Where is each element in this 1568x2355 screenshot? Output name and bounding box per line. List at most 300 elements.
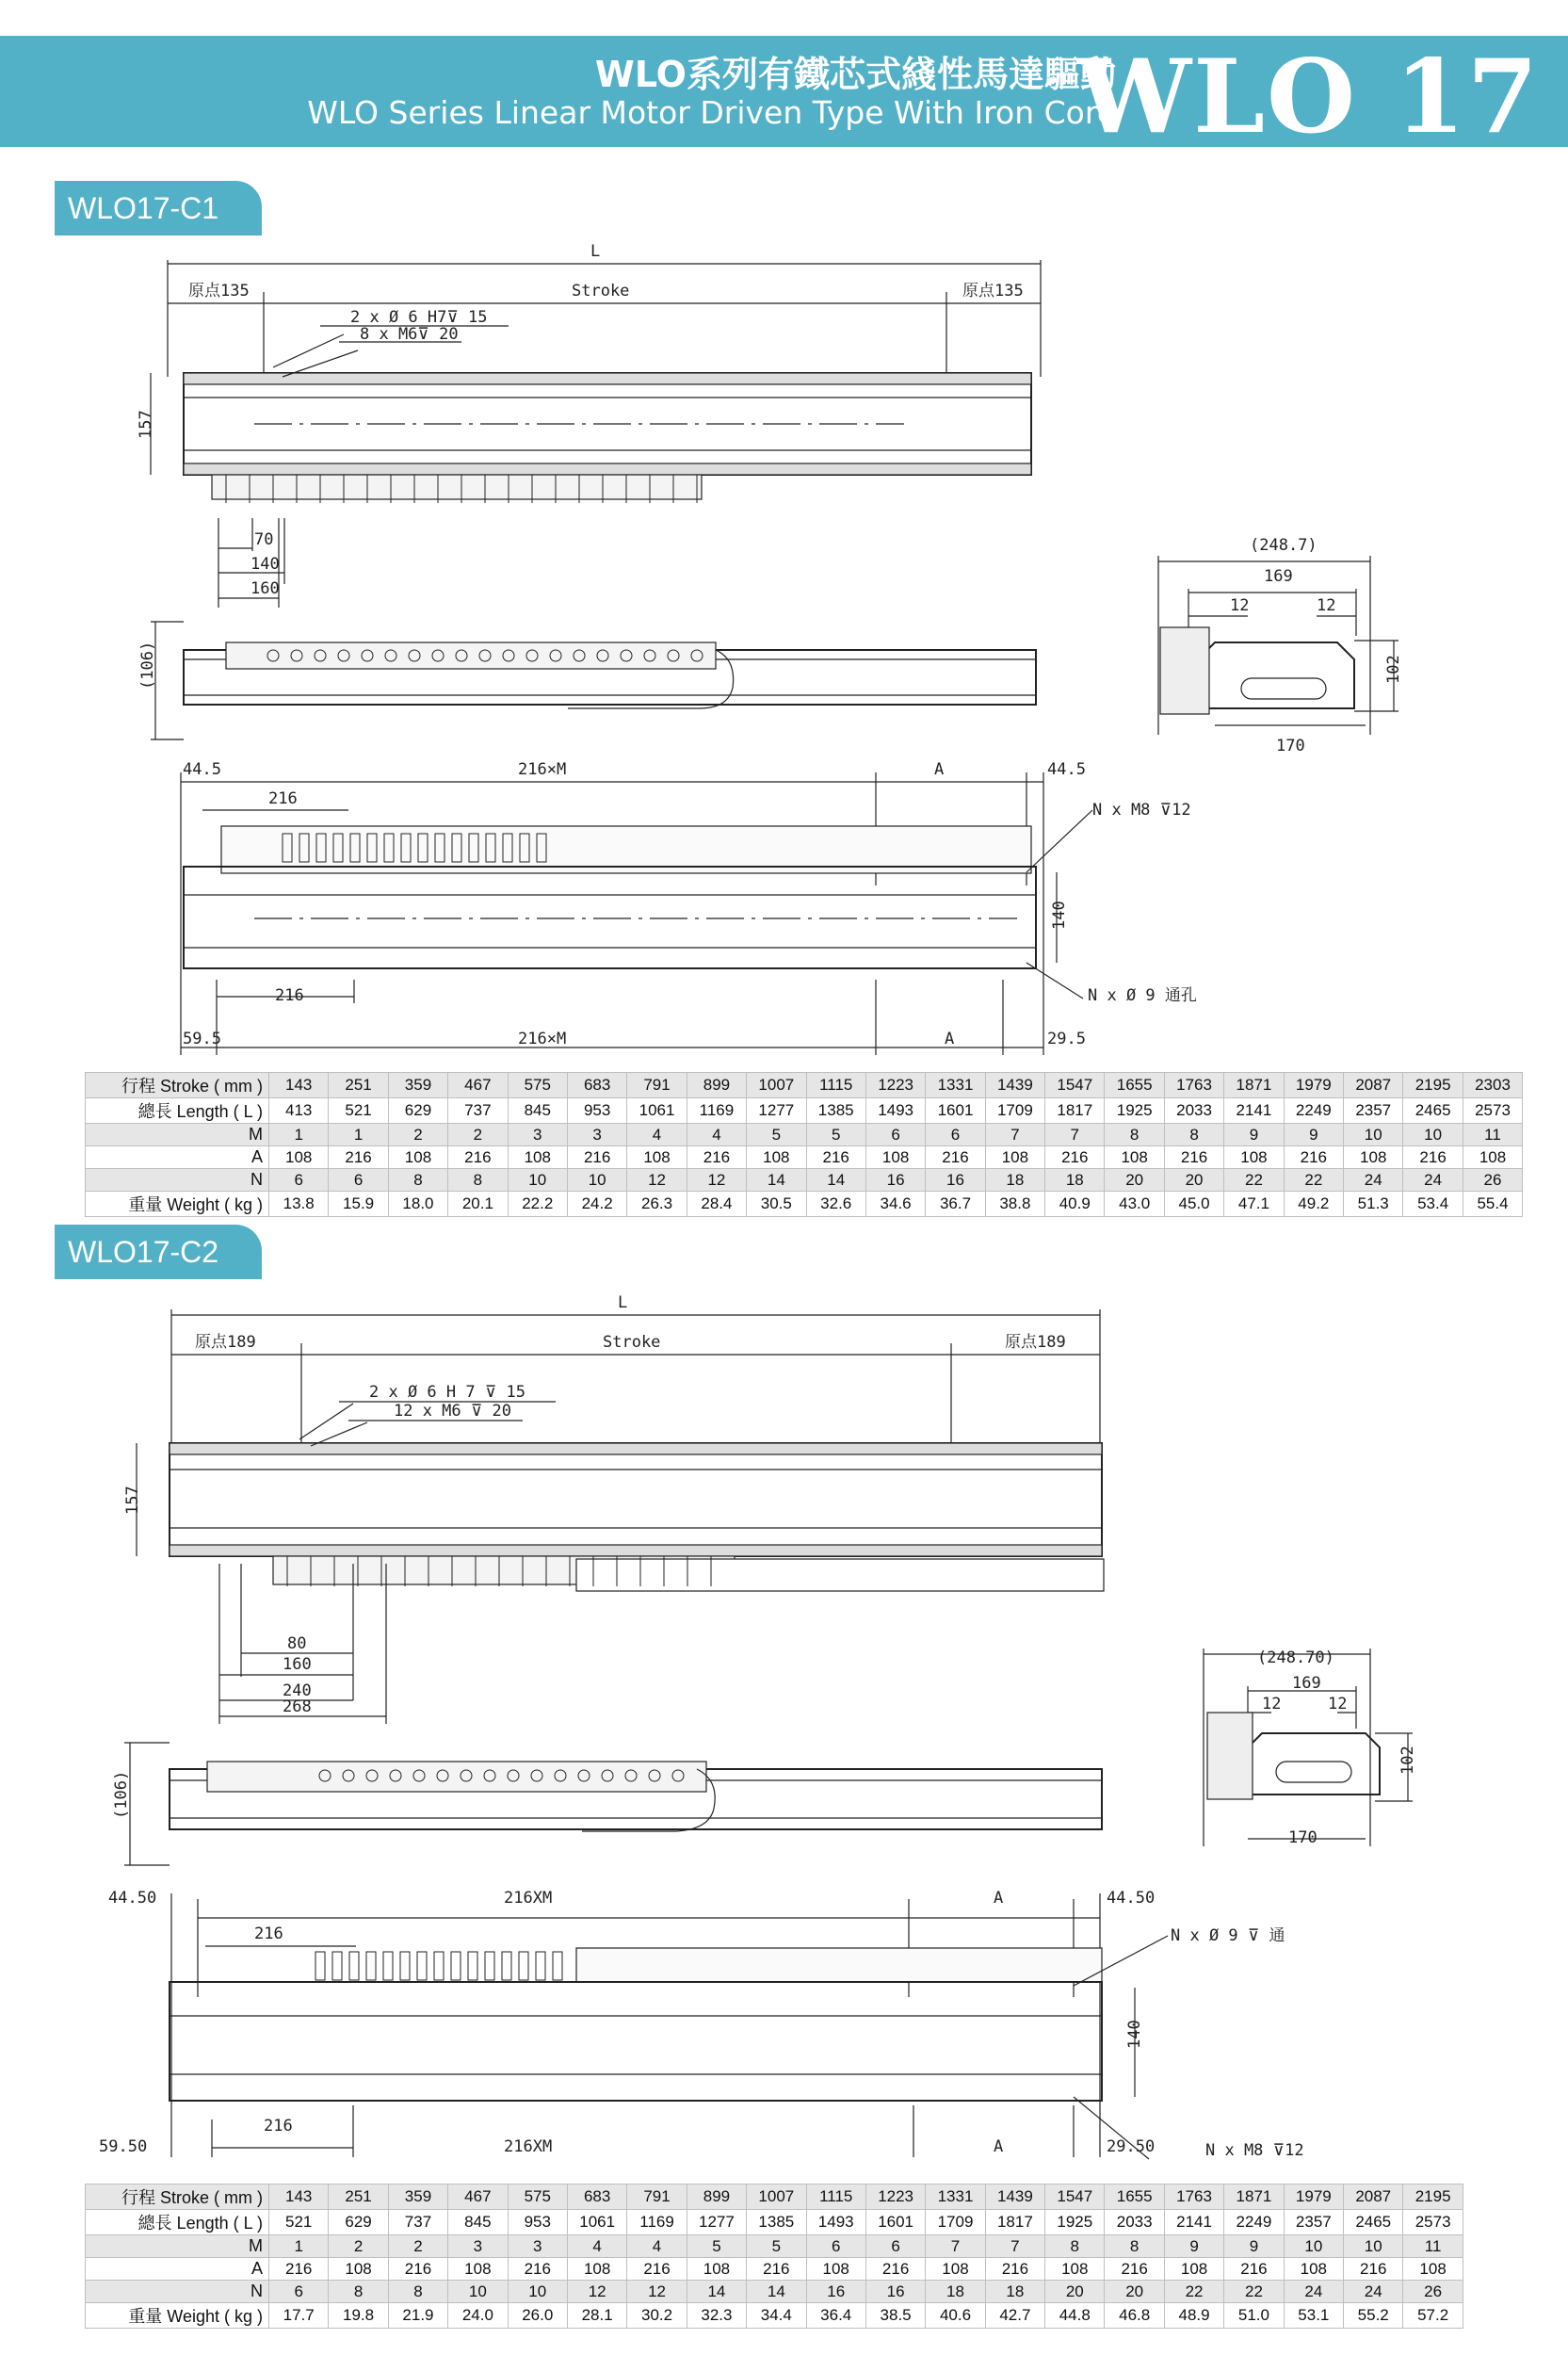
bot1-216m: 216×M bbox=[518, 760, 567, 779]
spec-cell: 216 bbox=[508, 2258, 567, 2281]
spec-cell: 6 bbox=[329, 1169, 388, 1192]
spec-cell: 1007 bbox=[747, 1073, 806, 1098]
spec-cell: 20 bbox=[1105, 1169, 1164, 1192]
spec-cell: 1979 bbox=[1284, 1073, 1343, 1098]
bot2-nx-9: N x Ø 9 ⊽ 通 bbox=[1171, 1926, 1285, 1945]
spec-cell: 8 bbox=[388, 1169, 447, 1192]
spec-cell: 14 bbox=[806, 1169, 865, 1192]
bot1-nx-m8: N x M8 ⊽12 bbox=[1092, 801, 1191, 820]
c2-end-12b: 12 bbox=[1328, 1695, 1348, 1713]
spec-cell: 1223 bbox=[865, 2184, 925, 2210]
spec-cell: 251 bbox=[329, 2184, 388, 2210]
spec-row-label: 行程 Stroke ( mm ) bbox=[86, 1073, 269, 1098]
spec-cell: 1277 bbox=[687, 2210, 746, 2235]
spec-cell: 2 bbox=[448, 1124, 508, 1146]
c2-length: L bbox=[618, 1293, 628, 1312]
spec-row-label: A bbox=[86, 2258, 269, 2281]
spec-cell: 16 bbox=[926, 1169, 985, 1192]
spec-cell: 10 bbox=[1403, 1124, 1463, 1146]
spec-cell: 20 bbox=[1105, 2281, 1164, 2303]
bot1-top-left: 44.5 bbox=[183, 760, 221, 779]
spec-cell: 18 bbox=[1045, 1169, 1105, 1192]
spec-cell: 5 bbox=[747, 2235, 806, 2258]
spec-cell: 14 bbox=[747, 2281, 806, 2303]
spec-cell: 21.9 bbox=[388, 2303, 447, 2329]
spec-cell: 216 bbox=[1284, 1146, 1343, 1169]
spec-cell: 18 bbox=[985, 2281, 1044, 2303]
spec-cell: 2087 bbox=[1344, 2184, 1403, 2210]
spec-cell: 6 bbox=[269, 1169, 329, 1192]
spec-cell: 108 bbox=[1045, 2258, 1105, 2281]
spec-cell: 18.0 bbox=[388, 1192, 447, 1217]
bot1-top-right: 44.5 bbox=[1047, 760, 1086, 779]
spec-row-label: 行程 Stroke ( mm ) bbox=[86, 2184, 269, 2210]
spec-cell: 38.5 bbox=[865, 2303, 925, 2329]
spec-cell: 845 bbox=[448, 2210, 508, 2235]
spec-cell: 57.2 bbox=[1403, 2303, 1463, 2329]
spec-cell: 1655 bbox=[1105, 2184, 1164, 2210]
spec-cell: 20 bbox=[1164, 1169, 1223, 1192]
bot2-bot-A: A bbox=[994, 2137, 1004, 2156]
spec-cell: 1223 bbox=[865, 1073, 925, 1098]
spec-cell: 2249 bbox=[1224, 2210, 1284, 2235]
spec-cell: 48.9 bbox=[1164, 2303, 1223, 2329]
spec-cell: 24.0 bbox=[448, 2303, 508, 2329]
spec-cell: 359 bbox=[388, 1073, 447, 1098]
spec-cell: 1763 bbox=[1164, 2184, 1223, 2210]
spec-cell: 216 bbox=[329, 1146, 388, 1169]
spec-row-label: M bbox=[86, 1124, 269, 1146]
spec-cell: 1817 bbox=[1045, 1098, 1105, 1124]
section-tab-c1: WLO17-C1 bbox=[55, 181, 262, 236]
end-102: 102 bbox=[1384, 655, 1403, 684]
spec-cell: 43.0 bbox=[1105, 1192, 1164, 1217]
spec-cell: 2033 bbox=[1105, 2210, 1164, 2235]
spec-cell: 6 bbox=[865, 2235, 925, 2258]
spec-cell: 216 bbox=[627, 2258, 687, 2281]
spec-cell: 55.4 bbox=[1463, 1192, 1522, 1217]
spec-cell: 2087 bbox=[1344, 1073, 1403, 1098]
spec-cell: 22 bbox=[1224, 1169, 1284, 1192]
spec-cell: 108 bbox=[567, 2258, 626, 2281]
bot1-nx-9: N x Ø 9 通孔 bbox=[1088, 986, 1197, 1005]
spec-cell: 108 bbox=[388, 1146, 447, 1169]
end-12a: 12 bbox=[1230, 596, 1250, 615]
spec-cell: 10 bbox=[1344, 1124, 1403, 1146]
spec-cell: 2141 bbox=[1164, 2210, 1223, 2235]
spec-cell: 2249 bbox=[1284, 1098, 1343, 1124]
end-169: 169 bbox=[1264, 567, 1293, 586]
spec-cell: 467 bbox=[448, 2184, 508, 2210]
c2-end-170: 170 bbox=[1288, 1828, 1317, 1847]
spec-cell: 16 bbox=[806, 2281, 865, 2303]
spec-cell: 5 bbox=[806, 1124, 865, 1146]
spec-cell: 9 bbox=[1224, 2235, 1284, 2258]
spec-cell: 216 bbox=[926, 1146, 985, 1169]
spec-table-c2 bbox=[85, 2184, 1463, 2329]
bot2-140: 140 bbox=[1125, 2020, 1144, 2049]
bot2-nx-m8: N x M8 ⊽12 bbox=[1205, 2141, 1304, 2160]
spec-cell: 18 bbox=[985, 1169, 1044, 1192]
spec-cell: 34.4 bbox=[747, 2303, 806, 2329]
spec-cell: 2033 bbox=[1164, 1098, 1223, 1124]
spec-cell: 30.5 bbox=[747, 1192, 806, 1217]
spec-cell: 24 bbox=[1344, 1169, 1403, 1192]
spec-cell: 11 bbox=[1403, 2235, 1463, 2258]
drawing-c1 bbox=[0, 236, 1568, 1064]
spec-cell: 10 bbox=[508, 2281, 567, 2303]
spec-cell: 24 bbox=[1403, 1169, 1463, 1192]
spec-cell: 26 bbox=[1463, 1169, 1522, 1192]
spec-cell: 108 bbox=[269, 1146, 329, 1169]
spec-cell: 1169 bbox=[687, 1098, 746, 1124]
spec-cell: 2465 bbox=[1403, 1098, 1463, 1124]
spec-cell: 108 bbox=[627, 1146, 687, 1169]
spec-cell: 2303 bbox=[1463, 1073, 1522, 1098]
dim-160: 160 bbox=[251, 579, 280, 598]
spec-cell: 683 bbox=[567, 1073, 626, 1098]
spec-cell: 6 bbox=[926, 1124, 985, 1146]
spec-cell: 26.3 bbox=[627, 1192, 687, 1217]
spec-cell: 216 bbox=[687, 1146, 746, 1169]
spec-cell: 20.1 bbox=[448, 1192, 508, 1217]
c2-origin-right: 原点189 bbox=[1005, 1333, 1066, 1352]
spec-cell: 1385 bbox=[747, 2210, 806, 2235]
spec-cell: 40.6 bbox=[926, 2303, 985, 2329]
spec-row bbox=[86, 1124, 1523, 1146]
spec-cell: 1871 bbox=[1224, 1073, 1284, 1098]
spec-cell: 1439 bbox=[985, 1073, 1044, 1098]
spec-cell: 108 bbox=[806, 2258, 865, 2281]
spec-cell: 216 bbox=[1045, 1146, 1105, 1169]
spec-table-c1 bbox=[85, 1072, 1523, 1217]
spec-cell: 143 bbox=[269, 2184, 329, 2210]
bot2-top-right: 44.50 bbox=[1107, 1889, 1156, 1908]
spec-cell: 49.2 bbox=[1284, 1192, 1343, 1217]
spec-cell: 53.1 bbox=[1284, 2303, 1343, 2329]
spec-cell: 108 bbox=[1224, 1146, 1284, 1169]
spec-cell: 5 bbox=[747, 1124, 806, 1146]
spec-cell: 108 bbox=[985, 1146, 1044, 1169]
spec-cell: 216 bbox=[269, 2258, 329, 2281]
spec-cell: 1979 bbox=[1284, 2184, 1343, 2210]
spec-cell: 108 bbox=[508, 1146, 567, 1169]
spec-cell: 51.0 bbox=[1224, 2303, 1284, 2329]
spec-cell: 10 bbox=[1344, 2235, 1403, 2258]
spec-row bbox=[86, 1169, 1523, 1192]
spec-cell: 108 bbox=[448, 2258, 508, 2281]
spec-cell: 108 bbox=[1344, 1146, 1403, 1169]
spec-cell: 3 bbox=[508, 2235, 567, 2258]
bot1-140: 140 bbox=[1050, 901, 1069, 930]
spec-cell: 1817 bbox=[985, 2210, 1044, 2235]
spec-cell: 1709 bbox=[985, 1098, 1044, 1124]
spec-row-label: A bbox=[86, 1146, 269, 1169]
spec-cell: 1709 bbox=[926, 2210, 985, 2235]
spec-cell: 47.1 bbox=[1224, 1192, 1284, 1217]
dim-70: 70 bbox=[254, 530, 274, 549]
spec-cell: 11 bbox=[1463, 1124, 1522, 1146]
spec-cell: 1331 bbox=[926, 1073, 985, 1098]
spec-cell: 10 bbox=[567, 1169, 626, 1192]
spec-cell: 575 bbox=[508, 1073, 567, 1098]
spec-cell: 10 bbox=[448, 2281, 508, 2303]
spec-row bbox=[86, 1146, 1523, 1169]
c2-callout-tap: 12 x M6 ⊽ 20 bbox=[394, 1402, 512, 1421]
c2-origin-left: 原点189 bbox=[195, 1333, 256, 1352]
spec-cell: 216 bbox=[1344, 2258, 1403, 2281]
spec-cell: 521 bbox=[269, 2210, 329, 2235]
spec-cell: 2141 bbox=[1224, 1098, 1284, 1124]
spec-cell: 1439 bbox=[985, 2184, 1044, 2210]
spec-cell: 216 bbox=[865, 2258, 925, 2281]
spec-cell: 32.6 bbox=[806, 1192, 865, 1217]
spec-cell: 17.7 bbox=[269, 2303, 329, 2329]
end-170: 170 bbox=[1276, 737, 1305, 755]
spec-cell: 40.9 bbox=[1045, 1192, 1105, 1217]
spec-cell: 1 bbox=[269, 1124, 329, 1146]
spec-cell: 2195 bbox=[1403, 2184, 1463, 2210]
header-banner bbox=[0, 36, 1568, 156]
spec-row-label: 總長 Length ( L ) bbox=[86, 1098, 269, 1124]
spec-cell: 737 bbox=[448, 1098, 508, 1124]
spec-cell: 2357 bbox=[1284, 2210, 1343, 2235]
spec-cell: 4 bbox=[627, 1124, 687, 1146]
spec-cell: 14 bbox=[747, 1169, 806, 1192]
spec-cell: 1601 bbox=[926, 1098, 985, 1124]
spec-cell: 413 bbox=[269, 1098, 329, 1124]
spec-cell: 3 bbox=[567, 1124, 626, 1146]
spec-cell: 1277 bbox=[747, 1098, 806, 1124]
spec-cell: 7 bbox=[985, 1124, 1044, 1146]
spec-cell: 8 bbox=[1105, 1124, 1164, 1146]
c2-80: 80 bbox=[287, 1634, 307, 1653]
spec-cell: 143 bbox=[269, 1073, 329, 1098]
spec-cell: 899 bbox=[687, 1073, 746, 1098]
end-width: (248.7) bbox=[1250, 536, 1317, 555]
spec-cell: 216 bbox=[806, 1146, 865, 1169]
spec-cell: 14 bbox=[687, 2281, 746, 2303]
dim-origin-left: 原点135 bbox=[188, 282, 250, 300]
spec-cell: 521 bbox=[329, 1098, 388, 1124]
dim-140: 140 bbox=[251, 555, 280, 574]
spec-cell: 1385 bbox=[806, 1098, 865, 1124]
spec-cell: 216 bbox=[1224, 2258, 1284, 2281]
spec-cell: 216 bbox=[448, 1146, 508, 1169]
spec-cell: 24.2 bbox=[567, 1192, 626, 1217]
spec-cell: 108 bbox=[1463, 1146, 1522, 1169]
spec-cell: 16 bbox=[865, 2281, 925, 2303]
spec-cell: 108 bbox=[329, 2258, 388, 2281]
dim-side-height: (106) bbox=[138, 641, 157, 690]
spec-cell: 26 bbox=[1403, 2281, 1463, 2303]
spec-cell: 683 bbox=[567, 2184, 626, 2210]
spec-cell: 1 bbox=[329, 1124, 388, 1146]
spec-cell: 8 bbox=[1164, 1124, 1223, 1146]
spec-cell: 30.2 bbox=[627, 2303, 687, 2329]
c2-stroke: Stroke bbox=[603, 1333, 661, 1352]
spec-cell: 8 bbox=[329, 2281, 388, 2303]
bot1-216b: 216 bbox=[275, 986, 304, 1005]
spec-cell: 42.7 bbox=[985, 2303, 1044, 2329]
section-tab-c2: WLO17-C2 bbox=[55, 1225, 262, 1279]
c2-240: 240 bbox=[283, 1681, 312, 1700]
spec-cell: 108 bbox=[1164, 2258, 1223, 2281]
spec-cell: 36.7 bbox=[926, 1192, 985, 1217]
spec-cell: 36.4 bbox=[806, 2303, 865, 2329]
dim-length: L bbox=[590, 242, 601, 261]
spec-cell: 22 bbox=[1164, 2281, 1223, 2303]
spec-cell: 216 bbox=[388, 2258, 447, 2281]
spec-cell: 9 bbox=[1164, 2235, 1223, 2258]
spec-cell: 737 bbox=[388, 2210, 447, 2235]
bot1-bot-left: 59.5 bbox=[183, 1030, 221, 1048]
spec-cell: 108 bbox=[747, 1146, 806, 1169]
spec-cell: 18 bbox=[926, 2281, 985, 2303]
end-12b: 12 bbox=[1317, 596, 1336, 615]
spec-cell: 7 bbox=[1045, 1124, 1105, 1146]
spec-cell: 629 bbox=[329, 2210, 388, 2235]
spec-row bbox=[86, 2235, 1463, 2258]
spec-cell: 22 bbox=[1224, 2281, 1284, 2303]
spec-row-label: N bbox=[86, 2281, 269, 2303]
spec-cell: 359 bbox=[388, 2184, 447, 2210]
spec-row-label: N bbox=[86, 1169, 269, 1192]
spec-cell: 1061 bbox=[627, 1098, 687, 1124]
spec-cell: 953 bbox=[508, 2210, 567, 2235]
spec-cell: 1169 bbox=[627, 2210, 687, 2235]
spec-cell: 13.8 bbox=[269, 1192, 329, 1217]
spec-row bbox=[86, 2184, 1463, 2210]
spec-cell: 108 bbox=[926, 2258, 985, 2281]
spec-cell: 8 bbox=[1045, 2235, 1105, 2258]
spec-cell: 108 bbox=[687, 2258, 746, 2281]
spec-cell: 1871 bbox=[1224, 2184, 1284, 2210]
spec-cell: 1655 bbox=[1105, 1073, 1164, 1098]
spec-cell: 20 bbox=[1045, 2281, 1105, 2303]
spec-cell: 953 bbox=[567, 1098, 626, 1124]
spec-cell: 1493 bbox=[806, 2210, 865, 2235]
spec-cell: 1115 bbox=[806, 2184, 865, 2210]
spec-cell: 9 bbox=[1284, 1124, 1343, 1146]
spec-cell: 216 bbox=[985, 2258, 1044, 2281]
spec-cell: 34.6 bbox=[865, 1192, 925, 1217]
spec-cell: 251 bbox=[329, 1073, 388, 1098]
spec-cell: 8 bbox=[448, 1169, 508, 1192]
spec-cell: 22.2 bbox=[508, 1192, 567, 1217]
spec-cell: 2195 bbox=[1403, 1073, 1463, 1098]
spec-cell: 1763 bbox=[1164, 1073, 1223, 1098]
spec-cell: 2 bbox=[388, 2235, 447, 2258]
spec-cell: 1331 bbox=[926, 2184, 985, 2210]
spec-cell: 575 bbox=[508, 2184, 567, 2210]
spec-cell: 12 bbox=[627, 1169, 687, 1192]
spec-cell: 8 bbox=[388, 2281, 447, 2303]
spec-cell: 467 bbox=[448, 1073, 508, 1098]
bot1-bot-A: A bbox=[945, 1030, 955, 1048]
spec-cell: 1601 bbox=[865, 2210, 925, 2235]
spec-cell: 2357 bbox=[1344, 1098, 1403, 1124]
spec-cell: 108 bbox=[1105, 1146, 1164, 1169]
spec-cell: 2573 bbox=[1403, 2210, 1463, 2235]
bot2-A: A bbox=[994, 1889, 1004, 1908]
spec-cell: 12 bbox=[567, 2281, 626, 2303]
bot1-bot-216m: 216×M bbox=[518, 1030, 567, 1048]
spec-cell: 6 bbox=[269, 2281, 329, 2303]
spec-cell: 55.2 bbox=[1344, 2303, 1403, 2329]
spec-cell: 108 bbox=[1403, 2258, 1463, 2281]
spec-cell: 3 bbox=[508, 1124, 567, 1146]
spec-cell: 19.8 bbox=[329, 2303, 388, 2329]
spec-cell: 216 bbox=[747, 2258, 806, 2281]
spec-row bbox=[86, 2281, 1463, 2303]
spec-cell: 1925 bbox=[1045, 2210, 1105, 2235]
c2-end-102: 102 bbox=[1398, 1746, 1417, 1775]
title-english: WLO Series Linear Motor Driven Type With Iron Core bbox=[307, 94, 1116, 131]
spec-row bbox=[86, 1192, 1523, 1217]
spec-cell: 2573 bbox=[1463, 1098, 1522, 1124]
spec-cell: 26.0 bbox=[508, 2303, 567, 2329]
dim-height: 157 bbox=[137, 410, 155, 439]
spec-cell: 51.3 bbox=[1344, 1192, 1403, 1217]
bot2-bot-216m: 216XM bbox=[504, 2137, 553, 2156]
callout-tap: 8 x M6⊽ 20 bbox=[360, 325, 459, 344]
spec-row-label: 總長 Length ( L ) bbox=[86, 2210, 269, 2235]
spec-row bbox=[86, 2258, 1463, 2281]
spec-cell: 1493 bbox=[865, 1098, 925, 1124]
c2-end-width: (248.70) bbox=[1257, 1648, 1334, 1667]
spec-cell: 24 bbox=[1284, 2281, 1343, 2303]
bot2-216m: 216XM bbox=[504, 1889, 553, 1908]
c2-end-169: 169 bbox=[1292, 1674, 1321, 1693]
spec-cell: 45.0 bbox=[1164, 1192, 1223, 1217]
dim-stroke: Stroke bbox=[572, 282, 630, 300]
spec-cell: 28.4 bbox=[687, 1192, 746, 1217]
spec-cell: 216 bbox=[1403, 1146, 1463, 1169]
spec-cell: 2465 bbox=[1344, 2210, 1403, 2235]
spec-cell: 28.1 bbox=[567, 2303, 626, 2329]
spec-cell: 629 bbox=[388, 1098, 447, 1124]
spec-cell: 10 bbox=[508, 1169, 567, 1192]
drawing-c2 bbox=[0, 1281, 1568, 2176]
spec-row bbox=[86, 1073, 1523, 1098]
spec-cell: 10 bbox=[1284, 2235, 1343, 2258]
bot2-216a: 216 bbox=[254, 1925, 283, 1943]
spec-cell: 12 bbox=[687, 1169, 746, 1192]
bot1-216a: 216 bbox=[268, 789, 298, 808]
spec-cell: 4 bbox=[687, 1124, 746, 1146]
spec-cell: 12 bbox=[627, 2281, 687, 2303]
bot2-bot-left: 59.50 bbox=[99, 2137, 148, 2156]
dim-origin-right: 原点135 bbox=[962, 282, 1024, 300]
c2-side-height: (106) bbox=[112, 1770, 131, 1819]
spec-cell: 791 bbox=[627, 1073, 687, 1098]
title-chinese: WLO系列有鐵芯式綫性馬達驅動 bbox=[594, 54, 1116, 95]
spec-row bbox=[86, 1098, 1523, 1124]
spec-cell: 6 bbox=[865, 1124, 925, 1146]
spec-row-label: 重量 Weight ( kg ) bbox=[86, 1192, 269, 1217]
model-title: WLO 17 bbox=[1076, 38, 1540, 156]
spec-cell: 9 bbox=[1224, 1124, 1284, 1146]
spec-cell: 2 bbox=[388, 1124, 447, 1146]
spec-cell: 44.8 bbox=[1045, 2303, 1105, 2329]
spec-cell: 1115 bbox=[806, 1073, 865, 1098]
c2-end-12a: 12 bbox=[1262, 1695, 1282, 1713]
spec-cell: 15.9 bbox=[329, 1192, 388, 1217]
spec-cell: 32.3 bbox=[687, 2303, 746, 2329]
spec-cell: 24 bbox=[1344, 2281, 1403, 2303]
spec-cell: 1061 bbox=[567, 2210, 626, 2235]
